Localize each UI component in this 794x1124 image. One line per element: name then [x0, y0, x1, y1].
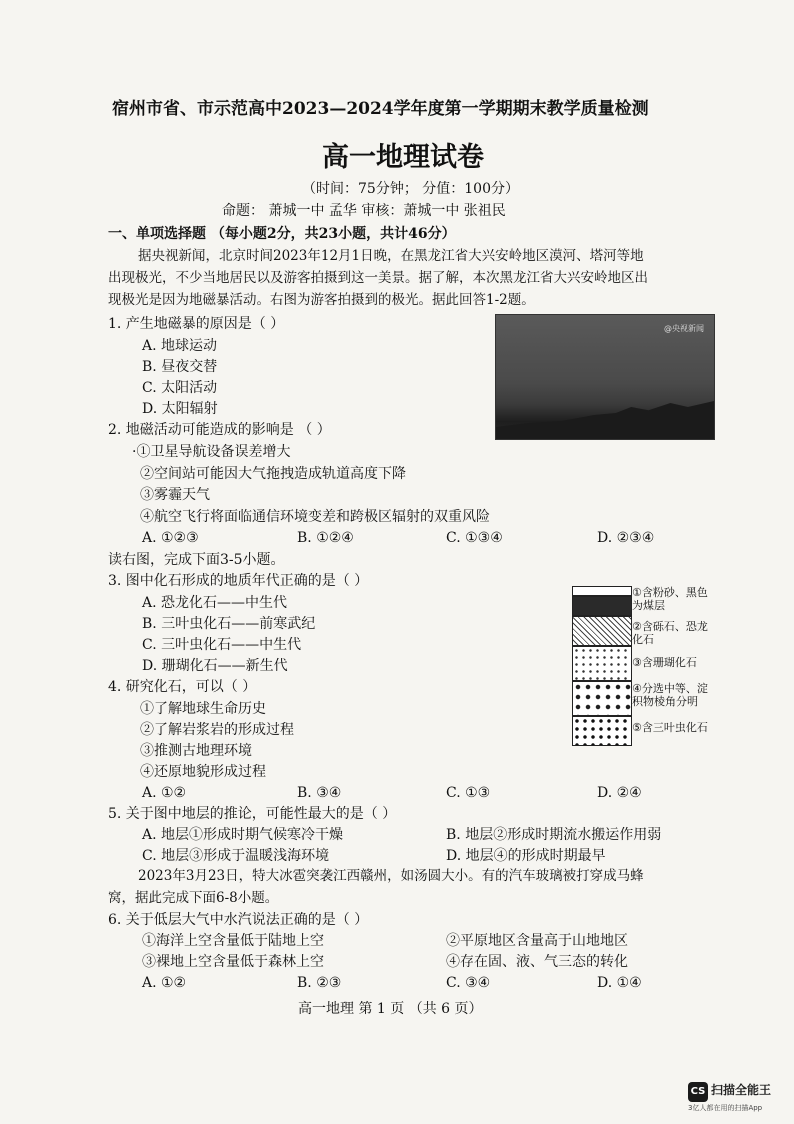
q6-option-d: D. ①④: [597, 975, 642, 991]
strata-layer-4: [572, 681, 632, 716]
q2-option-b: B. ①②④: [297, 530, 354, 546]
q6-option-c: C. ③④: [446, 975, 491, 991]
q4-option-c: C. ①③: [446, 785, 491, 801]
scanner-tagline: 3亿人都在用的扫描App: [688, 1104, 763, 1112]
intro2-line-2: 窝，据此完成下面6-8小题。: [108, 890, 279, 906]
scanner-app-name: 扫描全能王: [711, 1083, 772, 1097]
q2-option-a: A. ①②③: [142, 530, 199, 546]
strata-layer-cap: [572, 586, 632, 596]
q4-item-3: ③推测古地理环境: [140, 743, 252, 759]
q5-stem: 5. 关于图中地层的推论，可能性最大的是（ ）: [108, 806, 397, 822]
strata-layer-3: [572, 646, 632, 681]
q6-option-a: A. ①②: [142, 975, 187, 991]
intro2-line-1: 2023年3月23日，特大冰雹突袭江西赣州，如汤圆大小。有的汽车玻璃被打穿成马蜂: [138, 868, 644, 884]
exam-header-title: 宿州市省、市示范高中2023—2024学年度第一学期期末教学质量检测: [112, 99, 649, 119]
q5-option-b: B. 地层②形成时期流水搬运作用弱: [446, 827, 662, 843]
exam-subject-title: 高一地理试卷: [322, 142, 484, 173]
q4-item-1: ①了解地球生命历史: [140, 701, 266, 717]
q3-stem: 3. 图中化石形成的地质年代正确的是（ ）: [108, 573, 369, 589]
intro-line-3: 现极光是因为地磁暴活动。右图为游客拍摄到的极光。据此回答1-2题。: [108, 292, 535, 308]
author-line: 命题： 萧城一中 孟华 审核：萧城一中 张祖民: [222, 203, 506, 219]
q4-stem: 4. 研究化石，可以（ ）: [108, 679, 257, 695]
section-heading: 一、单项选择题 （每小题2分，共23小题，共计46分）: [108, 226, 456, 242]
strata-label-3: ③含珊瑚化石: [632, 656, 697, 669]
intro-line-2: 出现极光，不少当地居民以及游客拍摄到这一美景。据了解，本次黑龙江省大兴安岭地区出: [108, 270, 648, 286]
q1-option-a: A. 地球运动: [142, 338, 218, 354]
q3-option-d: D. 珊瑚化石——新生代: [142, 658, 288, 674]
q6-item-1: ①海洋上空含量低于陆地上空: [142, 933, 324, 949]
intro-line-1: 据央视新闻，北京时间2023年12月1日晚，在黑龙江省大兴安岭地区漠河、塔河等地: [138, 248, 644, 264]
q2-item-1: ·①卫星导航设备误差增大: [132, 444, 291, 460]
page-footer: 高一地理 第 1 页 （共 6 页）: [298, 1001, 483, 1017]
q3-option-c: C. 三叶虫化石——中生代: [142, 637, 302, 653]
camscanner-logo-icon: CS: [688, 1082, 708, 1102]
exam-meta: （时间：75分钟； 分值：100分）: [302, 181, 519, 197]
q1-option-d: D. 太阳辐射: [142, 401, 218, 417]
mountain-silhouette: [496, 399, 714, 439]
q2-option-d: D. ②③④: [597, 530, 655, 546]
read-note: 读右图，完成下面3-5小题。: [108, 552, 285, 568]
strata-label-2: ②含砾石、恐龙 化石: [632, 620, 708, 647]
q5-option-d: D. 地层④的形成时期最早: [446, 848, 606, 864]
aurora-photo: [495, 314, 715, 440]
q3-option-a: A. 恐龙化石——中生代: [142, 595, 288, 611]
q5-option-a: A. 地层①形成时期气候寒冷干燥: [142, 827, 344, 843]
q6-stem: 6. 关于低层大气中水汽说法正确的是（ ）: [108, 912, 369, 928]
q5-option-c: C. 地层③形成于温暖浅海环境: [142, 848, 330, 864]
photo-watermark: @央视新闻: [664, 324, 704, 333]
q3-option-b: B. 三叶虫化石——前寒武纪: [142, 616, 316, 632]
q2-stem: 2. 地磁活动可能造成的影响是 （ ）: [108, 422, 331, 438]
q4-option-d: D. ②④: [597, 785, 642, 801]
q4-option-a: A. ①②: [142, 785, 187, 801]
strata-column-diagram: [572, 586, 632, 746]
strata-layer-5: [572, 716, 632, 746]
q1-option-c: C. 太阳活动: [142, 380, 218, 396]
q4-option-b: B. ③④: [297, 785, 342, 801]
q2-item-4: ④航空飞行将面临通信环境变差和跨极区辐射的双重风险: [140, 509, 490, 525]
q4-item-2: ②了解岩浆岩的形成过程: [140, 722, 294, 738]
q6-item-4: ④存在固、液、气三态的转化: [446, 954, 628, 970]
q2-item-2: ②空间站可能因大气拖拽造成轨道高度下降: [140, 466, 406, 482]
strata-layer-1: [572, 596, 632, 616]
q2-item-3: ③雾霾天气: [140, 487, 210, 503]
q6-option-b: B. ②③: [297, 975, 342, 991]
q4-item-4: ④还原地貌形成过程: [140, 764, 266, 780]
strata-label-5: ⑤含三叶虫化石: [632, 721, 708, 734]
q2-option-c: C. ①③④: [446, 530, 503, 546]
strata-layer-2: [572, 616, 632, 646]
q6-item-3: ③裸地上空含量低于森林上空: [142, 954, 324, 970]
strata-label-4: ④分选中等、淀 积物棱角分明: [632, 682, 708, 709]
q1-stem: 1. 产生地磁暴的原因是（ ）: [108, 316, 285, 332]
q1-option-b: B. 昼夜交替: [142, 359, 218, 375]
q6-item-2: ②平原地区含量高于山地地区: [446, 933, 628, 949]
strata-label-1: ①含粉砂、黑色 为煤层: [632, 586, 708, 613]
